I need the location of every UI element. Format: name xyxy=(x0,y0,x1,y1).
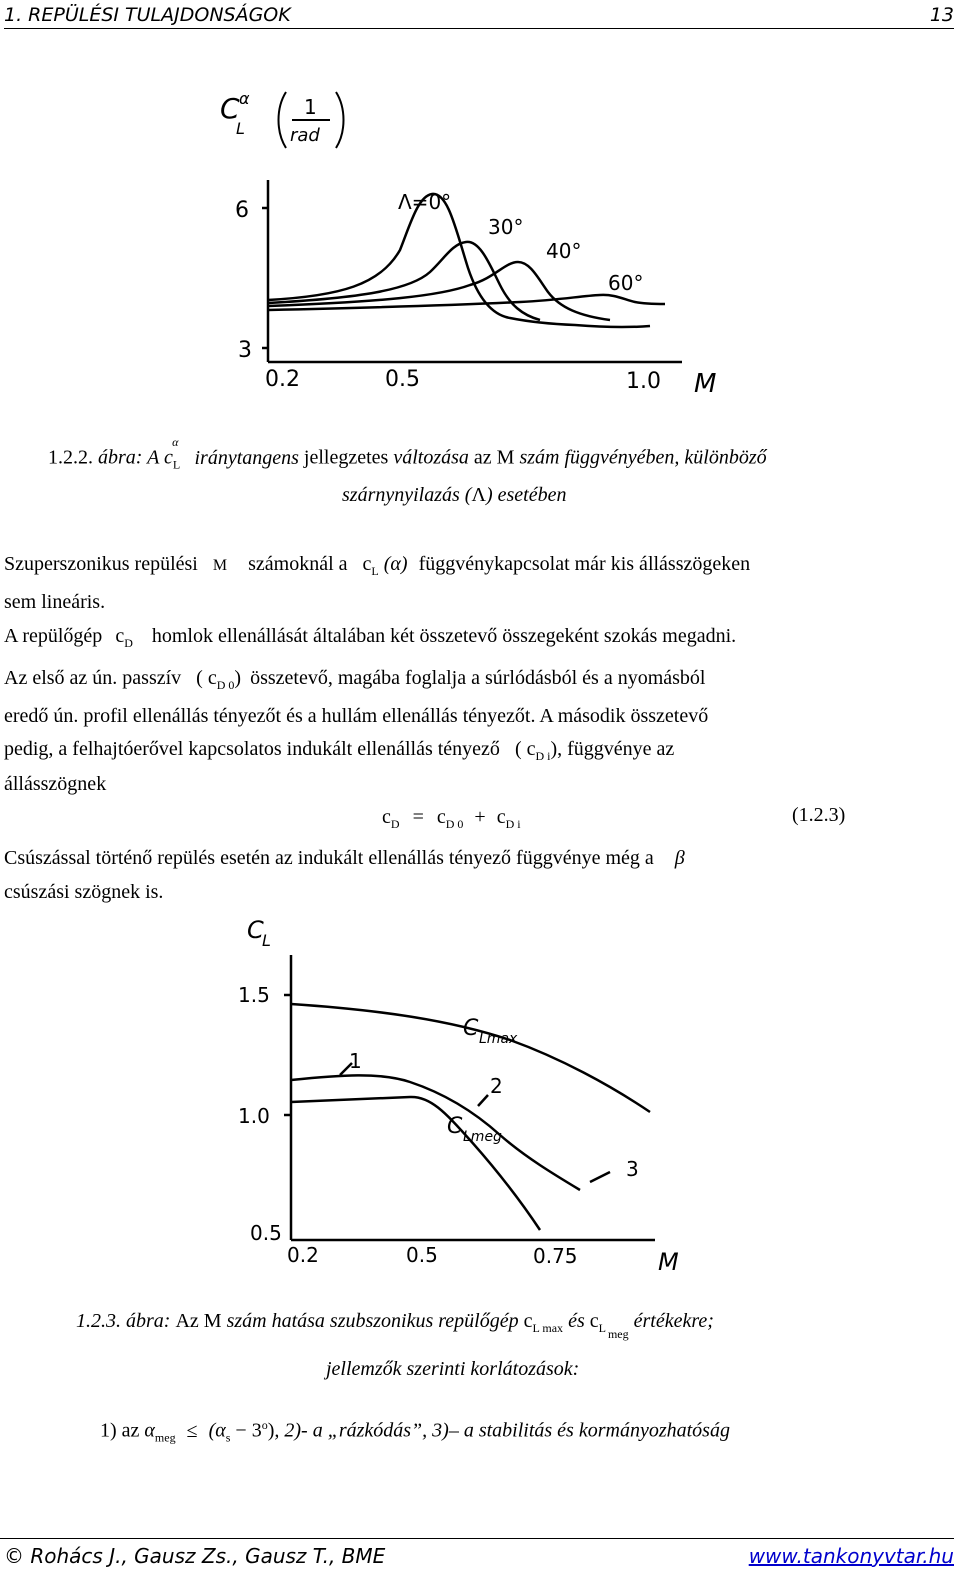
label-sweep-40: 40° xyxy=(546,239,582,263)
paragraph-components-l2: eredő ún. profil ellenállás tényezőt és a hullám ellenállás tényezőt. A második összetevő xyxy=(4,705,709,727)
figure-caption-2: 1.2.3. ábra: Az M szám hatása szubszonikus repülőgép $c_{L max}$ és $c_L$ $_{meg}$ értékekre; xyxy=(76,1310,714,1341)
fig2-xlabel: M xyxy=(658,1248,679,1276)
paragraph-supersonic: Szuperszonikus repülési M számoknál a $c_L$ (α) függvénykapcsolat már kis állásszögeken xyxy=(4,553,751,578)
marker-3: 3 xyxy=(626,1157,639,1181)
footer-authors: © Rohács J., Gausz Zs., Gausz T., BME xyxy=(4,1544,386,1568)
fig1-ytick-6: 6 xyxy=(235,198,249,223)
fig1-xlabel: M xyxy=(694,369,717,399)
curve-limit-1 xyxy=(291,1075,580,1190)
page-footer xyxy=(0,1538,954,1569)
figure-caption-2-line2: jellemzők szerinti korlátozások: xyxy=(326,1358,580,1380)
page-number: 13 xyxy=(929,4,954,26)
paragraph-components-l1: Az első az ún. passzív ( $c_{D 0}$) összetevő, magába foglalja a súrlódásból és a nyomásból xyxy=(4,667,706,692)
limitations-line: 1) az $\alpha_{meg} \le (\alpha_s - 3^o)$, 2)- a „rázkódás”, 3)– a stabilitás és kormányozhatóság xyxy=(100,1418,730,1445)
marker-1: 1 xyxy=(349,1049,362,1073)
fig2-ylabel: C xyxy=(247,916,264,944)
equation-number: (1.2.3) xyxy=(792,804,846,826)
paragraph-components-l3: pedig, a felhajtóerővel kapcsolatos indukált ellenállás tényező ( $c_{D i}$), függvénye az xyxy=(4,738,675,763)
fig2-xtick-0.5: 0.5 xyxy=(406,1243,438,1267)
fig1-xtick-0.2: 0.2 xyxy=(265,367,300,392)
paragraph-supersonic-line2: sem lineáris. xyxy=(4,591,106,613)
fig1-ylabel-sub: L xyxy=(236,119,245,138)
label-clmax-sub: Lmax xyxy=(479,1031,518,1047)
fig2-ylabel-sub: L xyxy=(262,931,271,950)
paragraph-sideslip-l1: Csúszással történő repülés esetén az indukált ellenállás tényező függvénye még a β xyxy=(4,847,685,869)
chapter-title: 1. REPÜLÉSI TULAJDONSÁGOK xyxy=(4,4,291,26)
fig1-xtick-0.5: 0.5 xyxy=(385,367,420,392)
marker-2: 2 xyxy=(490,1074,503,1098)
label-clmeg: C xyxy=(447,1114,463,1139)
figure-caption-1: 1.2.2. ábra: A $c_L^\alpha iránytangens$ jellegzetes változása az M szám függvényében, különböző xyxy=(48,435,767,472)
fig2-xtick-0.2: 0.2 xyxy=(287,1243,319,1267)
curve-limit-3 xyxy=(291,1097,540,1230)
label-clmeg-sub: Lmeg xyxy=(463,1129,502,1145)
fig1-xtick-1.0: 1.0 xyxy=(626,369,661,394)
fig2-ytick-0.5: 0.5 xyxy=(250,1221,282,1245)
label-sweep-60: 60° xyxy=(608,271,644,295)
paragraph-drag: A repülőgép $c_D$ homlok ellenállását általában két összetevő összegeként szokás megadni. xyxy=(4,625,737,650)
label-sweep-0: Λ=0° xyxy=(398,190,452,214)
paragraph-sideslip-l2: csúszási szögnek is. xyxy=(4,881,164,903)
fig1-ylabel: C xyxy=(220,92,240,125)
figure-caption-1-line2: szárnynyilazás (Λ) esetében xyxy=(342,484,567,506)
label-clmax: C xyxy=(463,1016,479,1041)
equation-1-2-3: $c_D = c_{D 0} + c_{D i}$ xyxy=(382,806,521,831)
label-sweep-30: 30° xyxy=(488,215,524,239)
fig1-unit-den: rad xyxy=(290,125,320,146)
fig2-ytick-1.0: 1.0 xyxy=(238,1104,270,1128)
fig1-ylabel-sup: α xyxy=(239,89,250,108)
fig1-unit-num: 1 xyxy=(304,95,317,119)
paragraph-components-l4: állásszögnek xyxy=(4,773,107,795)
fig2-xtick-0.75: 0.75 xyxy=(533,1244,578,1268)
fig1-ytick-3: 3 xyxy=(238,338,252,363)
fig2-ytick-1.5: 1.5 xyxy=(238,983,270,1007)
footer-link[interactable]: www.tankonyvtar.hu xyxy=(748,1544,954,1568)
